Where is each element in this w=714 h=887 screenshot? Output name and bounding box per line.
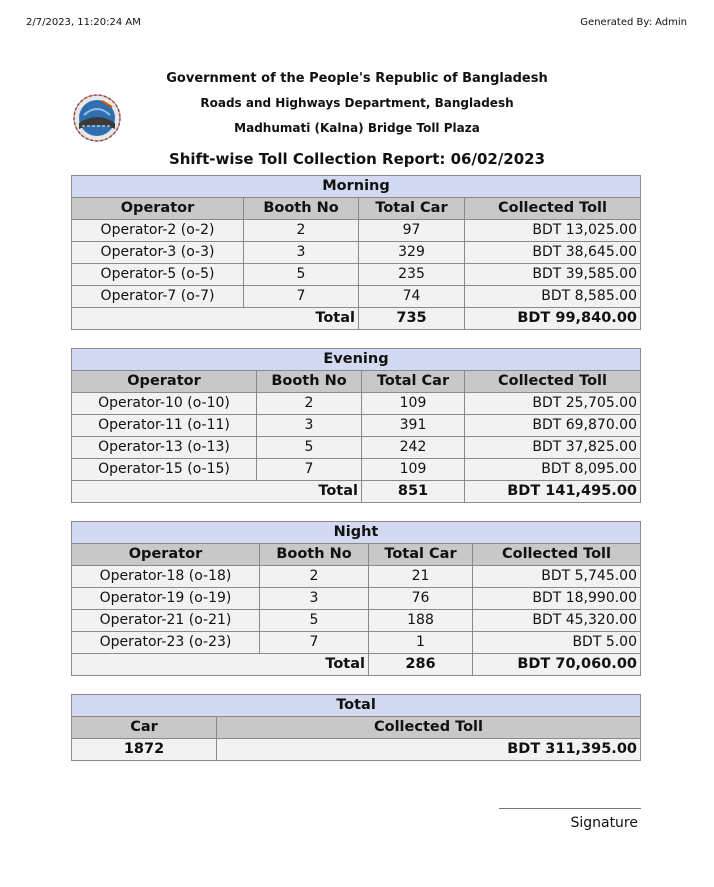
booth-cell: 7 [260, 632, 369, 654]
table-row [72, 415, 641, 437]
cars-cell: 242 [362, 437, 465, 459]
header-operator: Operator [72, 371, 257, 393]
grand-total-cars: 1872 [72, 739, 217, 761]
cars-cell: 235 [359, 264, 465, 286]
toll-cell: BDT 45,320.00 [473, 610, 641, 632]
booth-cell: 3 [260, 588, 369, 610]
header-booth: Booth No [260, 544, 369, 566]
toll-cell: BDT 37,825.00 [465, 437, 641, 459]
shift-table-night [71, 521, 641, 676]
grand-total-title: Total [72, 695, 641, 717]
toll-cell: BDT 13,025.00 [465, 220, 641, 242]
report-title: Shift-wise Toll Collection Report: 06/02/2023 [168, 150, 546, 168]
grand-total-toll: BDT 311,395.00 [217, 739, 641, 761]
toll-cell: BDT 39,585.00 [465, 264, 641, 286]
cars-cell: 74 [359, 286, 465, 308]
toll-cell: BDT 8,095.00 [465, 459, 641, 481]
total-label: Total [72, 308, 359, 330]
toll-cell: BDT 5,745.00 [473, 566, 641, 588]
table-row [72, 393, 641, 415]
table-row [72, 566, 641, 588]
cars-cell: 188 [369, 610, 473, 632]
booth-cell: 7 [244, 286, 359, 308]
shift-total-row [72, 308, 641, 330]
table-row [72, 459, 641, 481]
total-cars: 735 [359, 308, 465, 330]
booth-cell: 7 [257, 459, 362, 481]
shift-table-evening [71, 348, 641, 503]
toll-cell: BDT 38,645.00 [465, 242, 641, 264]
total-toll: BDT 70,060.00 [473, 654, 641, 676]
table-row [72, 220, 641, 242]
toll-cell: BDT 25,705.00 [465, 393, 641, 415]
toll-cell: BDT 18,990.00 [473, 588, 641, 610]
operator-cell: Operator-7 (o-7) [72, 286, 244, 308]
header-cars: Total Car [369, 544, 473, 566]
grand-total-table [71, 694, 641, 761]
header-booth: Booth No [257, 371, 362, 393]
cars-cell: 21 [369, 566, 473, 588]
operator-cell: Operator-13 (o-13) [72, 437, 257, 459]
shift-title: Morning [72, 176, 641, 198]
shift-table-morning [71, 175, 641, 330]
grand-total-row [72, 739, 641, 761]
booth-cell: 2 [244, 220, 359, 242]
operator-cell: Operator-2 (o-2) [72, 220, 244, 242]
header-toll: Collected Toll [465, 198, 641, 220]
operator-cell: Operator-15 (o-15) [72, 459, 257, 481]
operator-cell: Operator-5 (o-5) [72, 264, 244, 286]
cars-cell: 76 [369, 588, 473, 610]
table-row [72, 264, 641, 286]
booth-cell: 5 [257, 437, 362, 459]
booth-cell: 5 [244, 264, 359, 286]
toll-plaza-name: Madhumati (Kalna) Bridge Toll Plaza [234, 121, 480, 135]
shift-title: Night [72, 522, 641, 544]
table-row [72, 632, 641, 654]
header-booth: Booth No [244, 198, 359, 220]
header-operator: Operator [72, 544, 260, 566]
operator-cell: Operator-10 (o-10) [72, 393, 257, 415]
signature-line [499, 808, 641, 809]
operator-cell: Operator-23 (o-23) [72, 632, 260, 654]
government-name: Government of the People's Republic of Bangladesh [166, 71, 548, 86]
cars-cell: 1 [369, 632, 473, 654]
operator-cell: Operator-19 (o-19) [72, 588, 260, 610]
toll-cell: BDT 8,585.00 [465, 286, 641, 308]
header-cars: Total Car [359, 198, 465, 220]
table-row [72, 610, 641, 632]
operator-cell: Operator-11 (o-11) [72, 415, 257, 437]
cars-cell: 109 [362, 459, 465, 481]
toll-cell: BDT 69,870.00 [465, 415, 641, 437]
department-name: Roads and Highways Department, Bangladesh [200, 96, 514, 110]
table-row [72, 242, 641, 264]
header-toll: Collected Toll [465, 371, 641, 393]
total-label: Total [72, 654, 369, 676]
toll-cell: BDT 5.00 [473, 632, 641, 654]
table-row [72, 286, 641, 308]
report-datetime: 2/7/2023, 11:20:24 AM [26, 17, 141, 28]
cars-cell: 109 [362, 393, 465, 415]
operator-cell: Operator-21 (o-21) [72, 610, 260, 632]
table-row [72, 437, 641, 459]
shift-total-row [72, 481, 641, 503]
shift-total-row [72, 654, 641, 676]
shift-title: Evening [72, 349, 641, 371]
cars-cell: 329 [359, 242, 465, 264]
table-row [72, 588, 641, 610]
booth-cell: 3 [257, 415, 362, 437]
booth-cell: 2 [260, 566, 369, 588]
cars-cell: 391 [362, 415, 465, 437]
header-car: Car [72, 717, 217, 739]
cars-cell: 97 [359, 220, 465, 242]
booth-cell: 5 [260, 610, 369, 632]
booth-cell: 3 [244, 242, 359, 264]
total-cars: 851 [362, 481, 465, 503]
header-collected-toll: Collected Toll [217, 717, 641, 739]
header-toll: Collected Toll [473, 544, 641, 566]
total-toll: BDT 141,495.00 [465, 481, 641, 503]
header-cars: Total Car [362, 371, 465, 393]
total-label: Total [72, 481, 362, 503]
generated-by: Generated By: Admin [580, 17, 687, 28]
operator-cell: Operator-3 (o-3) [72, 242, 244, 264]
total-toll: BDT 99,840.00 [465, 308, 641, 330]
operator-cell: Operator-18 (o-18) [72, 566, 260, 588]
header-operator: Operator [72, 198, 244, 220]
booth-cell: 2 [257, 393, 362, 415]
total-cars: 286 [369, 654, 473, 676]
signature-label: Signature [570, 815, 638, 831]
